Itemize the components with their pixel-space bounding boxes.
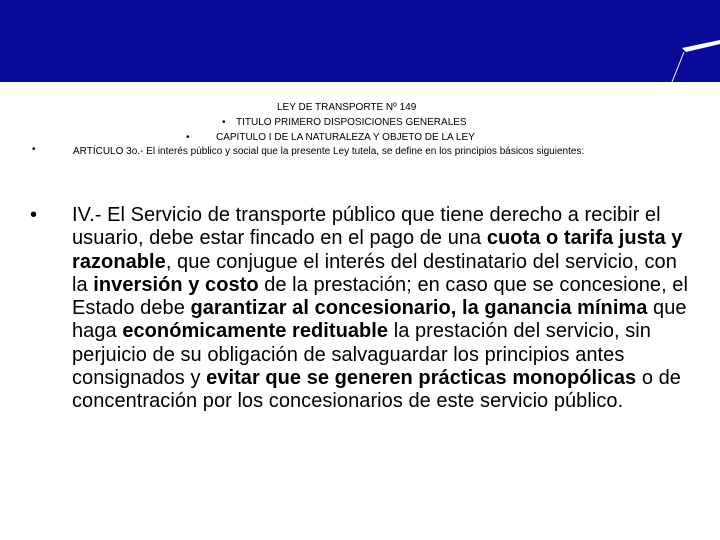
main-paragraph bbox=[72, 204, 692, 414]
bullet: • bbox=[186, 132, 190, 143]
text-run: o de concentración por los concesionarios de este servicio público. bbox=[72, 367, 681, 413]
text-run: de la prestación; en caso que se concesione, el Estado debe bbox=[72, 273, 688, 320]
title-block bbox=[0, 100, 720, 145]
bullet: • bbox=[222, 117, 226, 128]
emphasis-run: inversión y costo bbox=[93, 273, 259, 296]
text-run: que haga bbox=[72, 297, 687, 343]
emphasis-run: evitar que se generen prácticas monopólicas bbox=[206, 367, 637, 390]
text-run: la prestación del servicio, sin perjuicio de su obligación de salvaguardar los principios antes consignados y bbox=[72, 320, 651, 390]
section-title: TITULO PRIMERO DISPOSICIONES GENERALES bbox=[236, 117, 467, 128]
emphasis-run: económicamente redituable bbox=[122, 320, 389, 343]
law-title: LEY DE TRANSPORTE Nº 149 bbox=[277, 102, 417, 113]
emphasis-run: cuota o tarifa justa y razonable bbox=[72, 227, 683, 273]
article-text: ARTÍCULO 3o.- El interés público y social que la presente Ley tutela, se define en los principios básicos siguientes: bbox=[73, 146, 585, 157]
chapter-title: CAPITULO I DE LA NATURALEZA Y OBJETO DE LA LEY bbox=[216, 132, 475, 143]
bullet: • bbox=[32, 144, 36, 155]
emphasis-run: garantizar al concesionario, la ganancia mínima bbox=[190, 297, 648, 320]
bullet: • bbox=[30, 204, 38, 226]
header-band bbox=[0, 0, 720, 82]
text-run: IV.- El Servicio de transporte público que tiene derecho a recibir el usuario, debe estar fincado en el pago de una bbox=[72, 204, 661, 250]
corner-decoration bbox=[670, 40, 720, 85]
text-run: , que conjugue el interés del destinatario del servicio, con la bbox=[72, 250, 677, 296]
